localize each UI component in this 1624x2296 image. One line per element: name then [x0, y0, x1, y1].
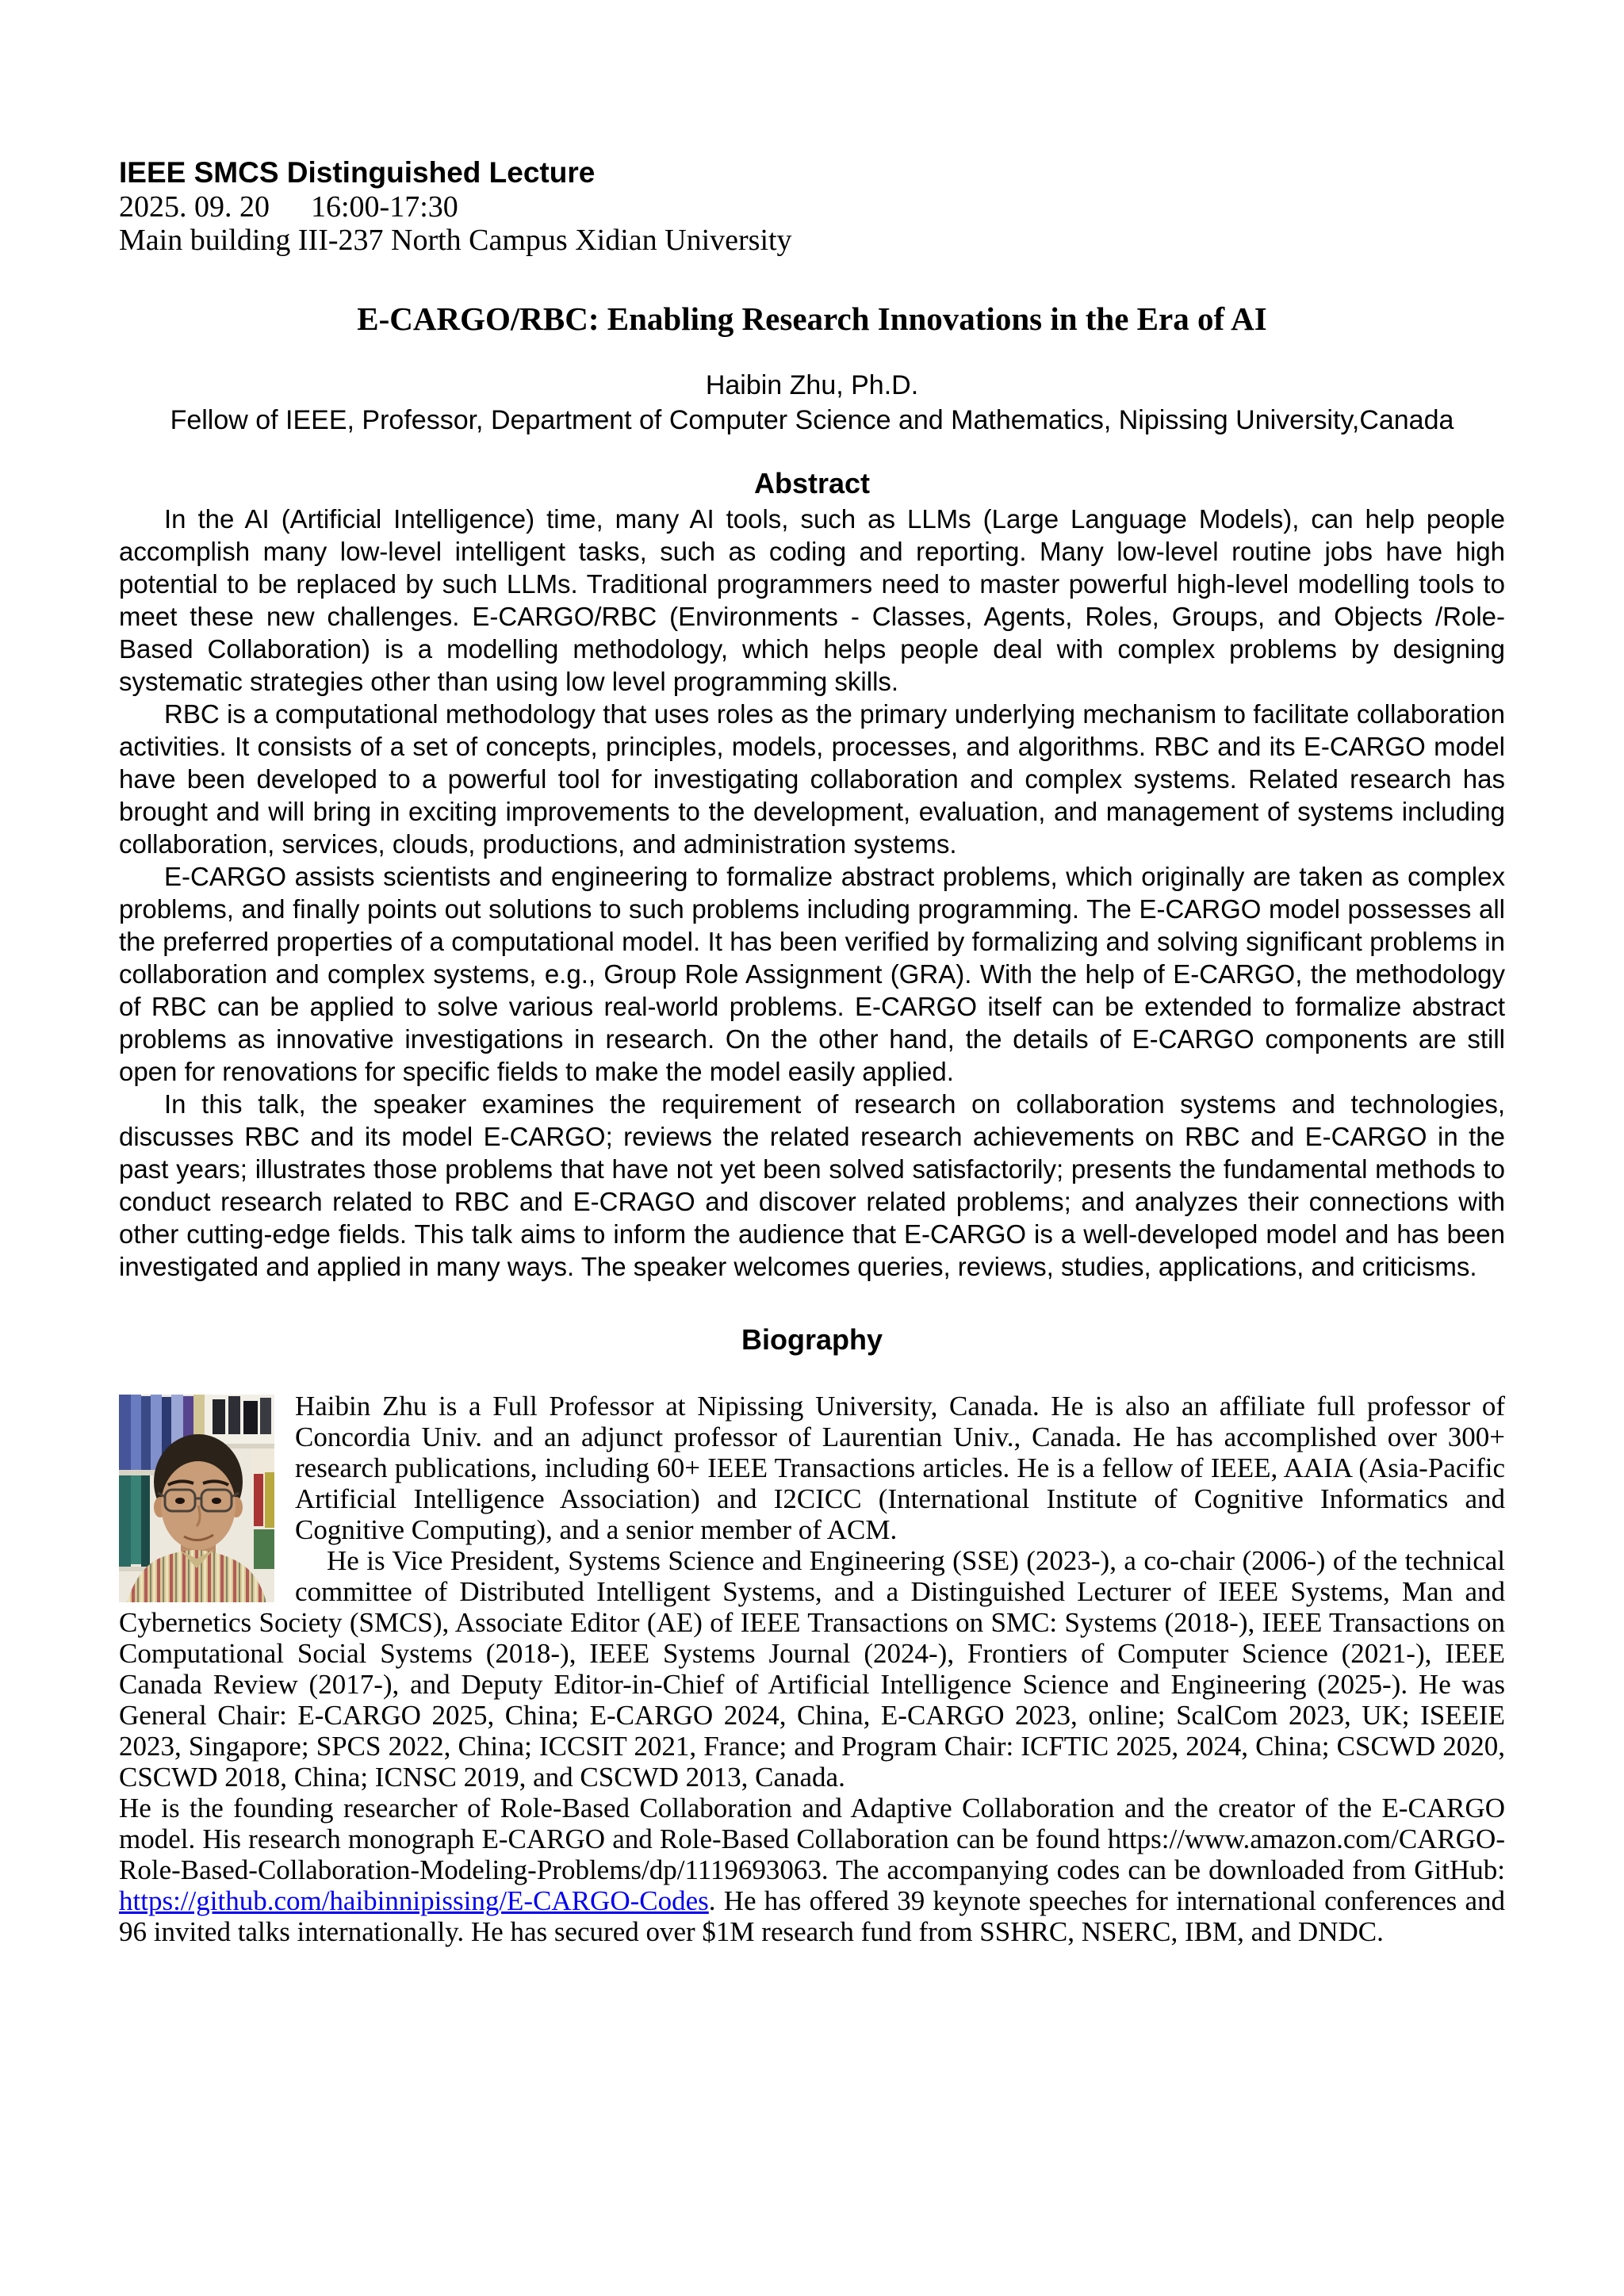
- speaker-photo: [119, 1395, 274, 1602]
- abstract-paragraph-1: In the AI (Artificial Intelligence) time, many AI tools, such as LLMs (Large Language Models), can help people accomplish many low-level intelligent tasks, such as coding and reporting. Many low-level routine jobs have high potential to be replaced by such LLMs. Traditional programmers need to master powerful high-level modelling tools to meet these new challenges. E-CARGO/RBC (Environments - Classes, Agents, Roles, Groups, and Objects /Role-Based Collaboration) is a modelling methodology, which helps people deal with complex problems by designing systematic strategies other than using low level programming skills.: [119, 504, 1505, 696]
- bio-paragraph-1: Haibin Zhu is a Full Professor at Nipissing University, Canada. He is also an affiliate full professor of Concordia Univ. and an adjunct professor of Laurentian Univ., Canada. He has accomplished over 300+ research publications, including 60+ IEEE Transactions articles. He is a fellow of IEEE, AAIA (Asia-Pacific Artificial Intelligence Association) and I2CICC (International Institute of Cognitive Informatics and Cognitive Computing), and a senior member of ACM.: [295, 1391, 1505, 1545]
- biography-heading: Biography: [741, 1323, 883, 1356]
- bio-paragraph-2: He is Vice President, Systems Science and Engineering (SSE) (2023-), a co-chair (2006-) of the technical committee of Distributed Intelligent Systems, and a Distinguished Lecturer of IEEE Systems, Man and Cybernetics Society (SMCS), Associate Editor (AE) of IEEE Transactions on SMC: Systems (2018-), IEEE Transactions on Computational Social Systems (2018-), IEEE Systems Journal (2024-), Frontiers of Computer Science (2021-), IEEE Canada Review (2017-), and Deputy Editor-in-Chief of Artificial Intelligence Science and Engineering (2025-). He was General Chair: E-CARGO 2025, China; E-CARGO 2024, China, E-CARGO 2023, online; ScalCom 2023, UK; ISEEIE 2023, Singapore; SPCS 2022, China; ICCSIT 2021, France; and Program Chair: ICFTIC 2025, 2024, China; CSCWD 2020, CSCWD 2018, China; ICNSC 2019, and CSCWD 2013, Canada.: [119, 1545, 1505, 1793]
- talk-title: E-CARGO/RBC: Enabling Research Innovations in the Era of AI: [357, 300, 1267, 337]
- abstract-paragraph-4: In this talk, the speaker examines the requirement of research on collaboration systems and technologies, discusses RBC and its model E-CARGO; reviews the related research achievements on RBC and E-CARGO in the past years; illustrates those problems that have not yet been solved satisfactorily; presents the fundamental methods to conduct research related to RBC and E-CRAGO and discover related problems; and analyzes their connections with other cutting-edge fields. This talk aims to inform the audience that E-CARGO is a well-developed model and has been investigated and applied in many ways. The speaker welcomes queries, reviews, studies, applications, and criticisms.: [119, 1089, 1505, 1281]
- biography-section: [119, 1322, 1505, 1947]
- speaker-affiliation: Fellow of IEEE, Professor, Department of Computer Science and Mathematics, Nipissing University,Canada: [170, 405, 1454, 435]
- event-datetime: [119, 190, 1505, 224]
- event-date: 2025. 09. 20: [119, 190, 270, 224]
- abstract-heading: Abstract: [753, 467, 871, 499]
- bio-paragraph-3-text: He is the founding researcher of Role-Based Collaboration and Adaptive Collaboration and the creator of the E-CARGO model. His research monograph E-CARGO and Role-Based Collaboration can be found https://www.amazon.com/CARGO-Role-Based-Collaboration-Modeling-Problems/dp/1119693063. The accompanying codes can be downloaded from GitHub:: [119, 1793, 1505, 1885]
- event-location: Main building III-237 North Campus Xidian University: [119, 224, 792, 257]
- event-header: [119, 155, 1505, 257]
- abstract-paragraph-3: E-CARGO assists scientists and engineering to formalize abstract problems, which originally are taken as complex problems, and finally points out solutions to such problems including programming. The E-CARGO model possesses all the preferred properties of a computational model. It has been verified by formalizing and solving significant problems in collaboration and complex systems, e.g., Group Role Assignment (GRA). With the help of E-CARGO, the methodology of RBC can be applied to solve various real-world problems. E-CARGO itself can be extended to formalize abstract problems as innovative investigations in research. On the other hand, the details of E-CARGO components are still open for renovations for specific fields to make the model easily applied.: [119, 862, 1505, 1086]
- abstract-paragraph-2: RBC is a computational methodology that uses roles as the primary underlying mechanism to facilitate collaboration activities. It consists of a set of concepts, principles, models, processes, and algorithms. RBC and its E-CARGO model have been developed to a powerful tool for investigating collaboration and complex systems. Related research has brought and will bring in exciting improvements to the development, evaluation, and management of systems including collaboration, services, clouds, productions, and administration systems.: [119, 699, 1505, 859]
- abstract-section: [119, 466, 1505, 1283]
- event-time: 16:00-17:30: [311, 190, 458, 224]
- bio-paragraph-3-text-after: . He has offered 39 keynote speeches for international conferences and 96 invited talks internationally. He has secured over $1M research fund from SSHRC, NSERC, IBM, and DNDC.: [119, 1885, 1505, 1947]
- bio-paragraph-3: [119, 1793, 1505, 1947]
- biography-body: [119, 1391, 1505, 1947]
- github-link[interactable]: https://github.com/haibinnipissing/E-CARGO-Codes: [119, 1885, 709, 1916]
- event-series-title: IEEE SMCS Distinguished Lecture: [119, 156, 596, 189]
- speaker-name: Haibin Zhu, Ph.D.: [705, 370, 919, 400]
